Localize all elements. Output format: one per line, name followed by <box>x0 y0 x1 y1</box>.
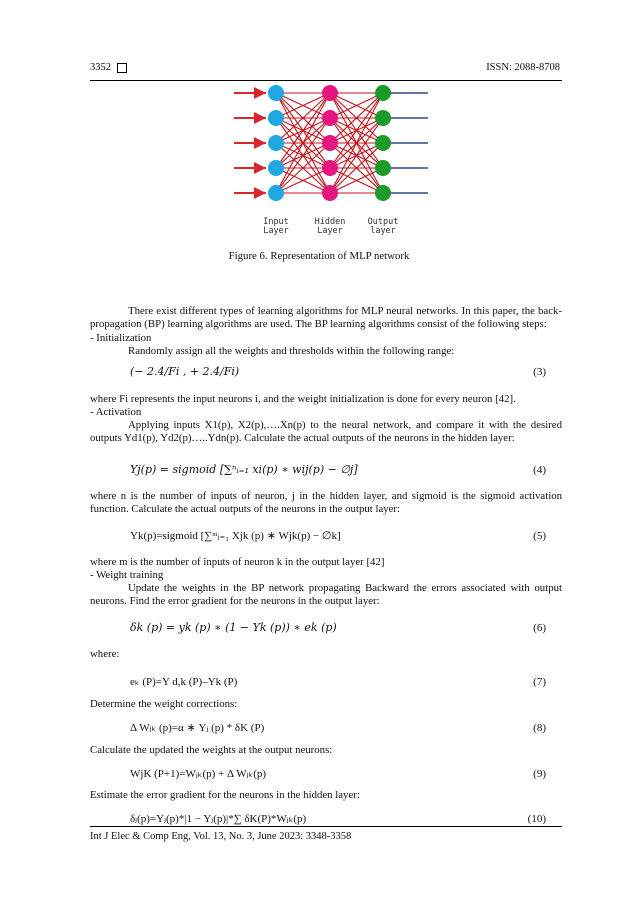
figure-caption: Figure 6. Representation of MLP network <box>228 250 410 262</box>
step-weight-training-text: Update the weights in the BP network propagating Backward the errors associated with output neurons. Find the error gradient for the neurons in the output layer: <box>90 582 562 608</box>
input-node-2 <box>268 110 284 126</box>
hidden-node-5 <box>322 185 338 201</box>
output-layer-label-1: Output <box>367 217 399 227</box>
hidden-node-2 <box>322 110 338 126</box>
equation-6-number: (6) <box>533 622 546 634</box>
output-lines <box>391 93 428 193</box>
equation-3: (− 2.4/Fi , + 2.4/Fi) <box>130 365 240 378</box>
equation-7-number: (7) <box>533 676 546 688</box>
step-activation-title: - Activation <box>90 406 142 418</box>
hidden-node-1 <box>322 85 338 101</box>
input-node-5 <box>268 185 284 201</box>
equation-5-explanation: where m is the number of inputs of neuron k in the output layer [42] <box>90 556 385 568</box>
step-initialization-text: Randomly assign all the weights and thresholds within the following range: <box>128 345 455 357</box>
footer-citation: Int J Elec & Comp Eng, Vol. 13, No. 3, June 2023: 3348-3358 <box>90 831 352 842</box>
error-gradient-text: Estimate the error gradient for the neurons in the hidden layer: <box>90 789 360 801</box>
equation-9-number: (9) <box>533 768 546 780</box>
equation-7: eₖ (P)=Y d,k (P)–Yk (P) <box>130 676 238 688</box>
intro-paragraph: There exist different types of learning algorithms for MLP neural networks. In this paper, the back-propagation (BP) learning algorithms are used. The BP learning algorithms consist of the following steps: <box>90 305 562 331</box>
equation-5-number: (5) <box>533 530 546 542</box>
hidden-layer-label-1: Hidden <box>314 217 346 227</box>
input-layer-label-2: Layer <box>263 226 289 236</box>
where-label: where: <box>90 648 120 660</box>
page-number: 3352 <box>90 62 127 73</box>
square-icon <box>117 63 127 73</box>
equation-4-number: (4) <box>533 464 546 476</box>
footer-rule <box>90 826 562 827</box>
step-initialization-title: - Initialization <box>90 332 152 344</box>
input-node-1 <box>268 85 284 101</box>
equation-6: δk (p) = yk (p) ∗ (1 − Yk (p)) ∗ ek (p) <box>130 621 337 634</box>
step-weight-training-title: - Weight training <box>90 569 164 581</box>
hidden-node-3 <box>322 135 338 151</box>
output-node-2 <box>375 110 391 126</box>
input-node-4 <box>268 160 284 176</box>
equation-5: Yk(p)=sigmoid [∑ᵐⱼ₌₁ Xjk (p) ∗ Wjk(p) − ∅k] <box>130 530 341 542</box>
hidden-layer-label-2: Layer <box>317 226 343 236</box>
issn: ISSN: 2088-8708 <box>486 62 560 73</box>
hidden-node-4 <box>322 160 338 176</box>
equation-4: Yj(p) = sigmoid [∑ⁿᵢ₌₁ xi(p) ∗ wij(p) − ∅j] <box>130 463 358 476</box>
equation-10: δⱼ(p)=Yⱼ(p)*|1 − Yⱼ(p)|*∑ δK(P)*Wⱼₖ(p) <box>130 813 307 825</box>
mlp-network-figure <box>228 80 438 240</box>
updated-weights-text: Calculate the updated the weights at the output neurons: <box>90 744 333 756</box>
input-arrows <box>234 93 266 193</box>
input-layer-label-1: Input <box>263 217 289 227</box>
input-node-3 <box>268 135 284 151</box>
step-activation-text: Applying inputs X1(p), X2(p),….Xn(p) to the neural network, and compare it with the desired outputs Yd1(p), Yd2(p)…..Ydn(p). Calculate the actual outputs of the neurons in the hidden layer: <box>90 419 562 445</box>
equation-3-number: (3) <box>533 366 546 378</box>
weight-corrections-text: Determine the weight corrections: <box>90 698 238 710</box>
output-node-3 <box>375 135 391 151</box>
equation-3-explanation: where Fi represents the input neurons i, and the weight initialization is done for every neuron [42]. <box>90 393 516 405</box>
output-node-4 <box>375 160 391 176</box>
equation-8: Δ Wⱼₖ (p)=α ∗ Yⱼ (p) * δK (P) <box>130 722 265 734</box>
output-node-5 <box>375 185 391 201</box>
output-node-1 <box>375 85 391 101</box>
equation-8-number: (8) <box>533 722 546 734</box>
equation-4-explanation: where n is the number of inputs of neuron, j in the hidden layer, and sigmoid is the sigmoid activation function. Calculate the actual outputs of the neurons in the output layer: <box>90 490 562 516</box>
equation-9: WjK (P+1)=Wⱼₖ(p) + Δ Wⱼₖ(p) <box>130 768 267 780</box>
equation-10-number: (10) <box>527 813 546 825</box>
output-layer-label-2: layer <box>370 226 396 236</box>
